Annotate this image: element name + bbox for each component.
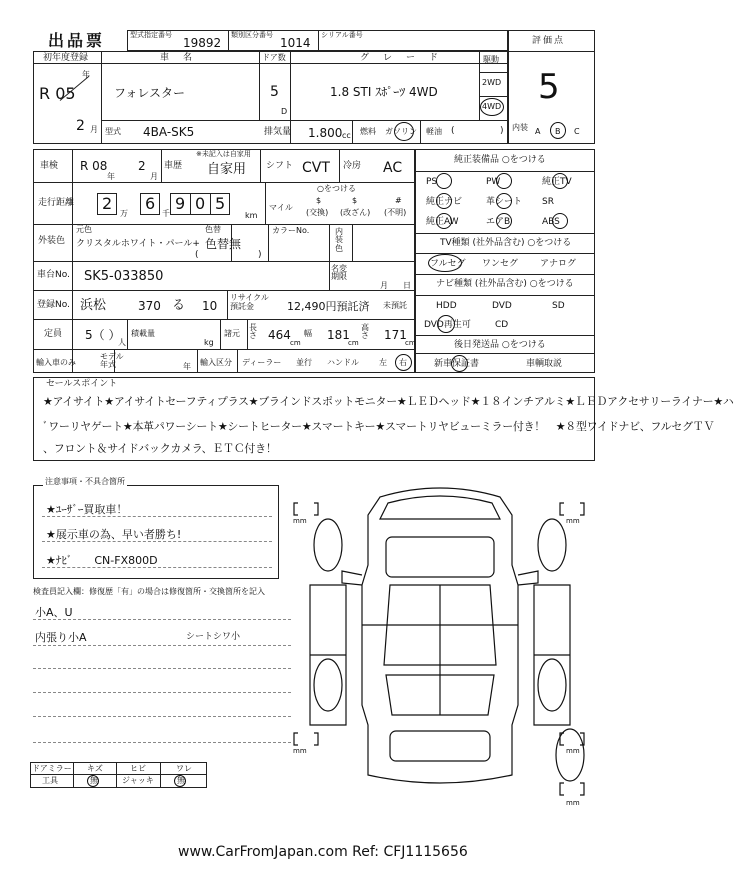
genuine-item: 純正AW [426, 217, 459, 227]
name-day: 日 [403, 281, 411, 290]
navi-dvd-circle [437, 315, 455, 333]
mm-label: mm [293, 517, 307, 525]
color-bracket-close: ) [258, 250, 262, 260]
load-unit: kg [204, 338, 214, 347]
interior-label: 内装 [512, 123, 528, 132]
navi-item: DVD再生可 [424, 320, 471, 330]
model-spec-label: 型式指定番号 [130, 31, 172, 39]
mile-unknown: (不明) [384, 208, 407, 217]
inspection-year-unit: 年 [107, 172, 115, 181]
navi-item: CD [495, 320, 509, 330]
orig-color-value: クリスタルホワイト・パール+ [76, 239, 200, 249]
category-label: 類別区分番号 [231, 31, 273, 39]
year-unit: 年 [82, 70, 90, 79]
genuine-item: SR [542, 197, 554, 207]
door-type: D [281, 107, 288, 116]
tools-header: ワレ [176, 764, 192, 773]
tools-cell: 無 [90, 776, 98, 785]
unit-km: km [245, 211, 258, 220]
color-bracket-open: ( [195, 250, 199, 260]
shift-value: CVT [302, 160, 330, 176]
len-label: 長さ [249, 323, 257, 340]
genuine-item-circle [552, 213, 568, 229]
car-body-diagram [290, 475, 595, 815]
mile-exchange: (交換) [306, 208, 329, 217]
sales-line: ★アイサイト★アイサイトセーフティプラス★ブラインドスポットモニター★ＬＥＤヘッド★１８インチアルミ★ＬＥＤアクセサリーライナー★ハ [43, 395, 734, 408]
tv-item: フルセグ [430, 259, 466, 269]
right-circle [395, 354, 412, 371]
orig-color-label: 元色 [76, 225, 92, 234]
capacity-label: 定員 [44, 329, 63, 339]
inspector-label: 検査員記入欄：修復歴「有」の場合は修復箇所・交換箇所を記入 [33, 587, 265, 596]
load-label: 積載量 [131, 329, 155, 338]
interior-b-circle [550, 122, 566, 139]
width-label: 幅 [304, 329, 312, 338]
reg-class: 370 [138, 299, 161, 313]
model-year-label: モデル年式 [100, 352, 124, 370]
mileage-digit: 5 [215, 194, 226, 213]
mileage-digit: 0 [195, 194, 206, 213]
sheet-title: 出品票 [48, 31, 106, 50]
import-label: 輸入車のみ [36, 358, 76, 367]
inspector-line2a: 内張り小A [35, 631, 87, 644]
inspection-month: 2 [138, 159, 146, 173]
len-value: 464 [268, 328, 291, 342]
notes-line: ★ﾕｰｻﾞｰ買取車！ [46, 503, 128, 516]
serial-label: シリアル番号 [321, 31, 363, 39]
genuine-item: 純正TV [542, 177, 572, 187]
chassis-label: 車台No. [37, 270, 70, 280]
parallel-label: 並行 [296, 358, 312, 367]
genuine-item: 革シート [486, 197, 523, 207]
import-div-label: 輸入区分 [200, 358, 232, 367]
interior-b: B [555, 127, 561, 136]
interior-a: A [535, 127, 541, 136]
usage-note: ※未記入は自家用 [196, 150, 251, 158]
chassis-value: SK5-033850 [84, 269, 164, 284]
first-reg-label: 初年度登録 [43, 53, 89, 63]
mile-kaizan-sym: $ [352, 196, 358, 205]
height-label: 高さ [361, 323, 369, 340]
reg-num: 10 [202, 299, 218, 313]
mm-label: mm [293, 747, 307, 755]
handle-label: ハンドル [327, 358, 359, 367]
tv-item: アナログ [540, 259, 577, 269]
len-unit: cm [290, 339, 301, 347]
tv-fullseg-circle [428, 254, 462, 272]
model-label: 型式 [105, 127, 121, 136]
category-value: 1014 [280, 36, 311, 50]
height-value: 171 [384, 328, 407, 342]
inspection-label: 車検 [40, 161, 59, 171]
recycle-unpaid: 未預託 [383, 301, 407, 310]
model-year-unit: 年 [183, 362, 191, 371]
drive-label: 駆動 [483, 55, 499, 64]
usage-label: 車歴 [164, 161, 183, 171]
score-label: 評価点 [532, 36, 566, 46]
genuine-item-circle [436, 213, 452, 229]
doors-label: ドア数 [262, 53, 286, 62]
drive-4wd-circle [480, 98, 504, 116]
model-value: 4BA-SK5 [143, 125, 195, 139]
sales-line: 、フロント＆サイドバックカメラ、ＥＴＣ付き！ [43, 442, 277, 455]
dims-label: 諸元 [224, 329, 240, 338]
capacity-unit: 人 [118, 338, 126, 347]
inspection-value: R 08 [80, 159, 108, 173]
drive-4wd: 4WD [482, 102, 502, 111]
genuine-item-circle [496, 173, 512, 189]
mile-circle-note: ○をつける [317, 184, 356, 193]
mileage-digit: 6 [145, 194, 156, 213]
shift-label: シフト [266, 161, 294, 171]
first-reg-era: R 05 [39, 84, 76, 103]
genuine-item-circle [552, 173, 568, 189]
inner-color-label: 内装色 [335, 227, 343, 253]
cc-unit: cc [342, 131, 351, 140]
recycle-label: リサイクル預託金 [230, 293, 269, 311]
footer-ref: www.CarFromJapan.com Ref: CFJ1115656 [178, 844, 468, 860]
navi-title: ナビ種類 (社外品含む) ○をつける [436, 279, 574, 289]
mileage-digit: 2 [102, 194, 113, 213]
tools-cell: ジャッキ [122, 776, 154, 785]
mile-dollar: $ [316, 196, 322, 205]
mile-label: マイル [269, 203, 293, 212]
light-oil-bracket-open: ( [451, 126, 455, 136]
usage-value: 自家用 [207, 162, 247, 177]
unit-man: 万 [120, 209, 128, 218]
mm-label: mm [566, 799, 580, 807]
inspection-month-unit: 月 [150, 172, 158, 181]
mile-unknown-sym: # [395, 196, 402, 205]
navi-item: HDD [436, 301, 457, 311]
notes-line: ★ﾅﾋﾞ CN-FX800D [46, 554, 158, 567]
grade-label: グレード [360, 53, 453, 63]
tools-header: ヒビ [130, 764, 146, 773]
reg-label: 登録No. [37, 300, 70, 310]
displacement-value: 1.800 [308, 126, 343, 140]
exterior-label: 外装色 [38, 236, 66, 246]
rear-item: 新車保証書 [434, 359, 480, 369]
name-change-label: 名変期限 [331, 264, 347, 282]
mm-label: mm [566, 747, 580, 755]
drive-2wd: 2WD [482, 78, 502, 87]
right-label: 右 [399, 358, 407, 367]
recycle-value: 12,490円預託済 [287, 300, 370, 313]
light-oil-label: 軽油 [426, 127, 442, 136]
mileage-label: 走行距離 [38, 198, 75, 208]
tv-item: ワンセグ [482, 259, 519, 269]
genuine-item: 純正ナビ [426, 197, 463, 207]
tools-cell: 無 [177, 776, 185, 785]
grade-value: 1.8 STI ｽﾎﾟｰﾂ 4WD [330, 85, 438, 99]
ac-value: AC [383, 160, 403, 176]
tools-header: キズ [87, 764, 103, 773]
genuine-title: 純正装備品 ○をつける [454, 155, 546, 165]
tools-circle [87, 775, 99, 787]
navi-item: DVD [492, 301, 512, 311]
tools-cell: 工具 [42, 776, 58, 785]
inspector-line1: 小A、U [35, 606, 73, 619]
genuine-item-circle [436, 193, 452, 209]
width-unit: cm [348, 339, 359, 347]
genuine-item: エアB [486, 217, 511, 227]
mile-kaizan: (改ざん) [340, 208, 371, 217]
genuine-item-circle [436, 173, 452, 189]
genuine-item: PS [426, 177, 438, 187]
month-unit: 月 [90, 125, 98, 134]
genuine-item-circle [496, 193, 512, 209]
light-oil-bracket-close: ) [500, 126, 504, 136]
car-name: フォレスター [114, 86, 186, 100]
genuine-item-circle [496, 213, 512, 229]
sales-line: ﾞワーリヤゲート★本革パワーシート★シートヒーター★スマートキー★スマートリヤビューミラー付き！ ★８型ワイドナビ、フルセグＴＶ [43, 420, 715, 433]
width-value: 181 [327, 328, 350, 342]
genuine-item: PW [486, 177, 501, 187]
interior-c: C [574, 127, 580, 136]
mileage-digit: 9 [175, 194, 186, 213]
tv-title: TV種類 (社外品含む) ○をつける [440, 238, 572, 248]
color-change-value: 色替無 [205, 237, 242, 251]
doors-value: 5 [270, 84, 279, 100]
rear-title: 後日発送品 ○をつける [454, 340, 546, 350]
fuel-value: ガソリン [385, 127, 417, 136]
notes-line: ★展示車の為、早い者勝ち! [46, 528, 182, 541]
tools-circle [174, 775, 186, 787]
rear-item: 車輌取説 [526, 359, 563, 369]
rear-warranty-circle [451, 355, 468, 372]
reg-place: 浜松 [80, 298, 107, 313]
capacity-value: 5（ ） [85, 328, 121, 342]
genuine-item: ABS [542, 217, 560, 227]
tools-header: ドアミラー [32, 764, 72, 773]
notes-label: 注意事項・不具合箇所 [45, 477, 125, 486]
fuel-label: 燃料 [360, 127, 376, 136]
name-month: 月 [380, 281, 388, 290]
navi-item: SD [552, 301, 565, 311]
left-label: 左 [379, 358, 387, 367]
unit-sen: 千 [162, 209, 170, 218]
displacement-label: 排気量 [264, 127, 292, 137]
first-reg-month: 2 [76, 118, 85, 134]
car-name-label: 車名 [160, 53, 207, 63]
dealer-label: ディーラー [242, 358, 282, 367]
color-no-label: カラーNo. [272, 226, 310, 235]
ac-label: 冷房 [343, 161, 362, 171]
sales-label: セールスポイント [46, 379, 118, 389]
score-value: 5 [538, 67, 560, 107]
mm-label: mm [566, 517, 580, 525]
model-spec-value: 19892 [183, 36, 222, 50]
inspector-line2b: シートシワ小 [186, 632, 241, 642]
height-unit: cm [405, 339, 416, 347]
fuel-circle [394, 122, 414, 141]
color-change-label: 色替 [205, 225, 221, 234]
reg-kana: る [172, 298, 186, 313]
